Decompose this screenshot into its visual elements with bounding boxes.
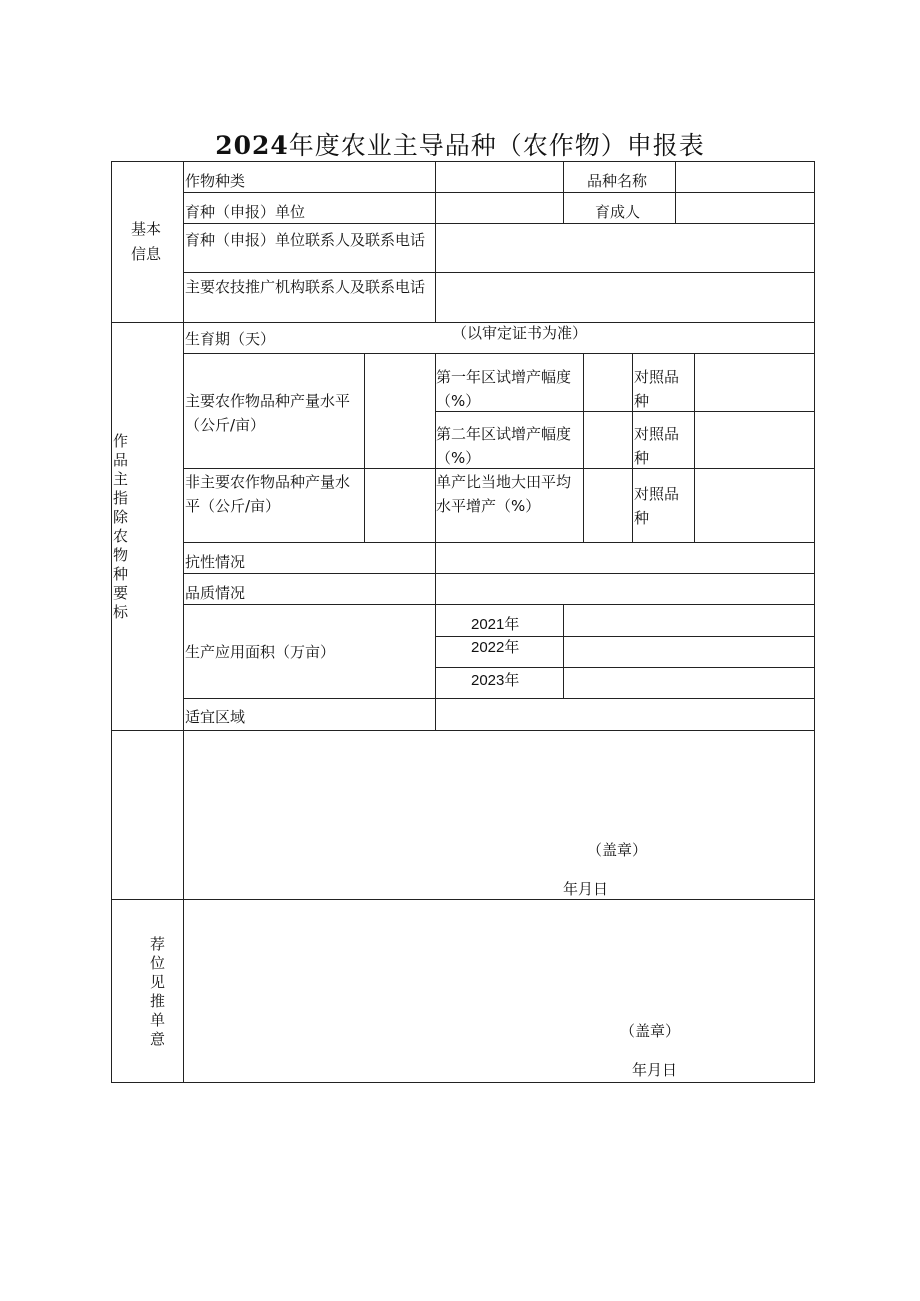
unit-contact-field[interactable]: [436, 224, 814, 272]
recommend-label-char: 荐: [150, 935, 166, 953]
title-text: 年度农业主导品种（农作物）申报表: [288, 131, 705, 160]
nonmain-yield-field[interactable]: [365, 469, 435, 542]
trial-year2-label: 第二年区试增产幅度（%）: [436, 425, 572, 467]
recommend-section-label: [150, 935, 170, 1049]
variety-name-field[interactable]: [676, 162, 814, 192]
opinion1-date: 年月日: [563, 880, 609, 898]
trial-year1-field[interactable]: [584, 354, 632, 411]
resistance-label: 抗性情况: [185, 553, 246, 571]
area-year-2022: 2022年: [471, 639, 520, 656]
recommend-label-char: 单: [150, 1011, 166, 1029]
recommend-label-char: 位: [150, 954, 166, 972]
opinion2-stamp: （盖章）: [620, 1022, 681, 1040]
crop-type-field[interactable]: [436, 162, 563, 192]
area-year-2021: 2021年: [471, 616, 520, 633]
control-variety-label-1: 对照品种: [634, 368, 680, 410]
suitable-region-field[interactable]: [436, 699, 814, 730]
indicator-label-char: 标: [113, 603, 129, 621]
basic-section-label-2: 信息: [131, 245, 162, 263]
breeding-unit-field[interactable]: [436, 193, 563, 223]
indicator-label-char: 作: [113, 432, 129, 450]
area-2021-field[interactable]: [564, 605, 814, 636]
area-2023-field[interactable]: [564, 668, 814, 698]
indicator-section-label: [113, 432, 133, 622]
control-variety-label-3: 对照品种: [634, 485, 680, 527]
control-variety-field-3[interactable]: [695, 469, 814, 542]
recommend-label-char: 见: [150, 973, 166, 991]
indicator-label-char: 指: [113, 489, 129, 507]
indicator-label-char: 品: [113, 451, 129, 469]
opinion1-field[interactable]: [184, 731, 814, 899]
main-yield-field[interactable]: [365, 354, 435, 468]
suitable-region-label: 适宜区域: [185, 708, 246, 726]
indicator-label-char: 主: [113, 470, 129, 488]
resistance-field[interactable]: [436, 543, 814, 573]
extension-contact-label: 主要农技推广机构联系人及联系电话: [185, 278, 426, 296]
opinion2-field[interactable]: [184, 900, 814, 1082]
control-variety-label-2: 对照品种: [634, 425, 680, 467]
basic-section-label-1: 基本: [131, 220, 162, 238]
growth-period-note: （以审定证书为准）: [452, 324, 588, 342]
variety-name-label: 品种名称: [587, 172, 648, 190]
breeder-field[interactable]: [676, 193, 814, 223]
quality-label: 品质情况: [185, 584, 246, 602]
indicator-label-char: 要: [113, 584, 129, 602]
title-year: 2024: [215, 131, 289, 160]
recommend-label-char: 推: [150, 992, 166, 1010]
indicator-label-char: 种: [113, 565, 129, 583]
quality-field[interactable]: [436, 574, 814, 604]
area-label: 生产应用面积（万亩）: [185, 643, 336, 661]
opinion2-date: 年月日: [632, 1061, 678, 1079]
opinion1-stamp: （盖章）: [587, 841, 648, 859]
crop-type-label: 作物种类: [185, 172, 246, 190]
yield-vs-field-field[interactable]: [584, 469, 632, 542]
control-variety-field-2[interactable]: [695, 412, 814, 468]
recommend-label-char: 意: [150, 1030, 166, 1048]
control-variety-field-1[interactable]: [695, 354, 814, 411]
trial-year2-field[interactable]: [584, 412, 632, 468]
extension-contact-field[interactable]: [436, 273, 814, 322]
area-2022-field[interactable]: [564, 637, 814, 667]
nonmain-yield-label: 非主要农作物品种产量水平（公斤/亩）: [185, 473, 351, 515]
area-year-2023: 2023年: [471, 672, 520, 689]
trial-year1-label: 第一年区试增产幅度（%）: [436, 368, 572, 410]
indicator-label-char: 农: [113, 527, 129, 545]
indicator-label-char: 物: [113, 546, 129, 564]
growth-period-label: 生育期（天）: [185, 330, 276, 348]
breeder-label: 育成人: [595, 203, 641, 221]
main-yield-label: 主要农作物品种产量水平（公斤/亩）: [185, 392, 351, 434]
indicator-label-char: 除: [113, 508, 129, 526]
unit-contact-label: 育种（申报）单位联系人及联系电话: [185, 231, 426, 249]
breeding-unit-label: 育种（申报）单位: [185, 203, 306, 221]
yield-vs-field-label: 单产比当地大田平均水平增产（%）: [436, 473, 572, 515]
